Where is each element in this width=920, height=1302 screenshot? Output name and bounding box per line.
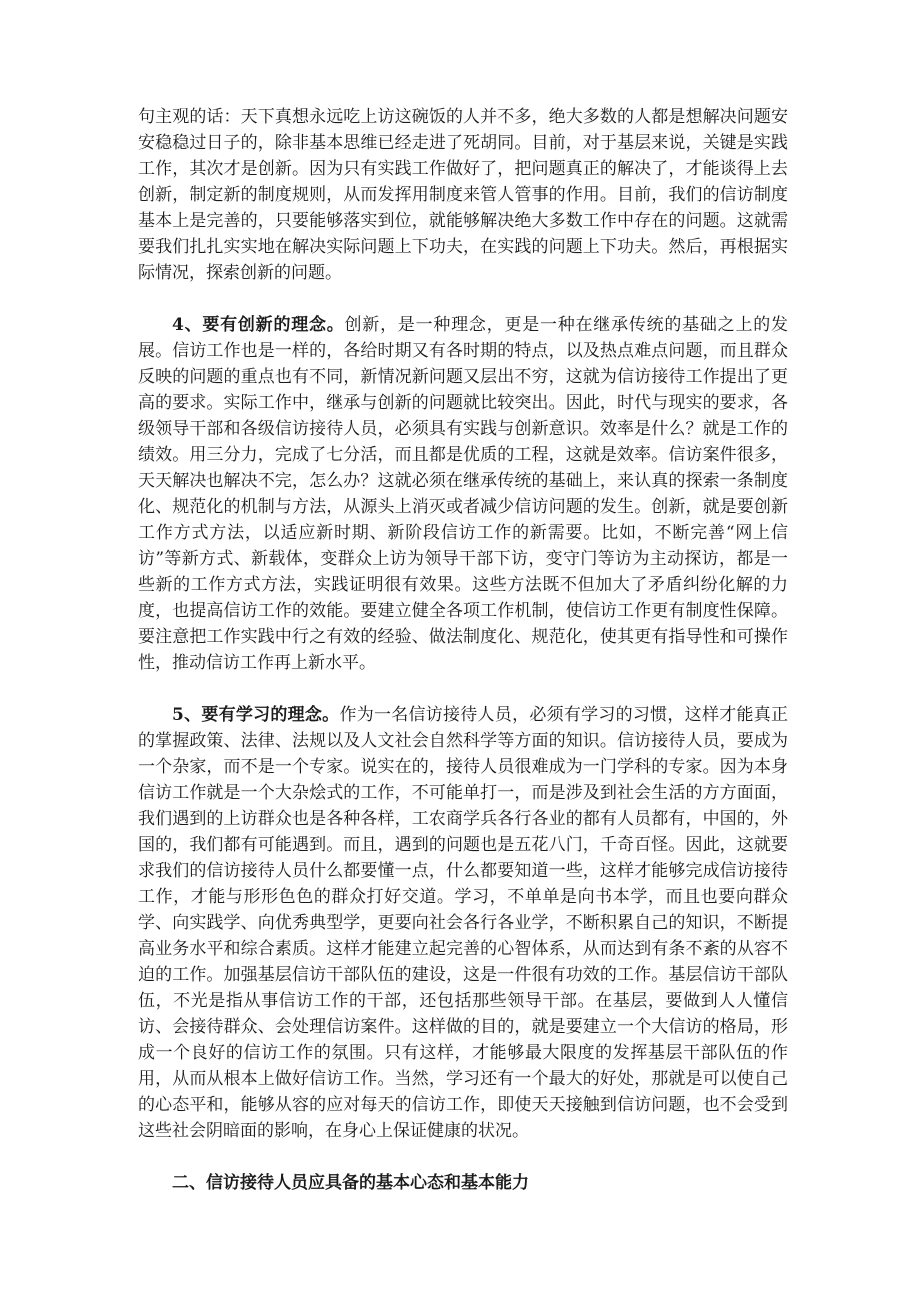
paragraph-body: 句主观的话：天下真想永远吃上访这碗饭的人并不多，绝大多数的人都是想解决问题安安稳稳过日子的，除非基本思维已经走进了死胡同。目前，对于基层来说，关键是实践工作，其次才是创新。因为只有实践工作做好了，把问题真正的解决了，才能谈得上去创新，制定新的制度规则，从而发挥用制度来管人管事的作用。目前，我们的信访制度基本上是完善的，只要能够落实到位，就能够解决绝大多数工作中存在的问题。这就需要我们扎扎实实地在解决实际问题上下功夫，在实践的问题上下功夫。然后，再根据实际情况，探索创新的问题。 — [138, 107, 788, 283]
document-page — [138, 104, 788, 1196]
paragraph-body: 创新，是一种理念，更是一种在继承传统的基础之上的发展。信访工作也是一样的，各给时期又有各时期的特点，以及热点难点问题，而且群众反映的问题的重点也有不同，新情况新问题又层出不穷，这就为信访接待工作提出了更高的要求。实际工作中，继承与创新的问题就比较突出。因此，时代与现实的要求，各级领导干部和各级信访接待人员，必须具有实践与创新意识。效率是什么？就是工作的绩效。用三分力，完成了七分活，而且都是优质的工程，这就是效率。信访案件很多，天天解决也解决不完，怎么办？这就必须在继承传统的基础上，来认真的探索一条制度化、规范化的机制与方法，从源头上消灭或者减少信访问题的发生。创新，就是要创新工作方式方法，以适应新时期、新阶段信访工作的新需要。比如，不断完善“网上信访”等新方式、新载体，变群众上访为领导干部下访，变守门等访为主动探访，都是一些新的工作方式方法，实践证明很有效果。这些方法既不但加大了矛盾纠纷化解的力度，也提高信访工作的效能。要建立健全各项工作机制，使信访工作更有制度性保障。要注意把工作实践中行之有效的经验、做法制度化、规范化，使其更有指导性和可操作性，推动信访工作再上新水平。 — [138, 315, 788, 673]
paragraph-body: 作为一名信访接待人员，必须有学习的习惯，这样才能真正的掌握政策、法律、法规以及人文社会自然科学等方面的知识。信访接待人员，要成为一个杂家，而不是一个专家。说实在的，接待人员很难成为一门学科的专家。因为本身信访工作就是一个大杂烩式的工作，不可能单打一，而是涉及到社会生活的方方面面，我们遇到的上访群众也是各种各样，工农商学兵各行各业的都有人员都有，中国的，外国的，我们都有可能遇到。而且，遇到的问题也是五花八门，千奇百怪。因此，这就要求我们的信访接待人员什么都要懂一点，什么都要知道一些，这样才能够完成信访接待工作，才能与形形色色的群众打好交道。学习，不单单是向书本学，而且也要向群众学、向实践学、向优秀典型学，更要向社会各行各业学，不断积累自己的知识，不断提高业务水平和综合素质。这样才能建立起完善的心智体系，从而达到有条不紊的从容不迫的工作。加强基层信访干部队伍的建设，这是一件很有功效的工作。基层信访干部队伍，不光是指从事信访工作的干部，还包括那些领导干部。在基层，要做到人人懂信访、会接待群众、会处理信访案件。这样做的目的，就是要建立一个大信访的格局，形成一个良好的信访工作的氛围。只有这样，才能够最大限度的发挥基层干部队伍的作用，从而从根本上做好信访工作。当然，学习还有一个最大的好处，那就是可以使自己的心态平和，能够从容的应对每天的信访工作，即使天天接触到信访问题，也不会受到这些社会阴暗面的影响，在身心上保证健康的状况。 — [138, 705, 788, 1141]
paragraph-learning — [138, 702, 788, 1144]
paragraph-innovation — [138, 312, 788, 676]
paragraph-continuation — [138, 104, 788, 286]
paragraph-heading: 4、要有创新的理念。 — [172, 315, 345, 335]
paragraph-gap — [138, 1144, 788, 1170]
paragraph-gap — [138, 286, 788, 312]
paragraph-gap — [138, 676, 788, 702]
section-heading: 二、信访接待人员应具备的基本心态和基本能力 — [172, 1173, 529, 1193]
paragraph-heading: 5、要有学习的理念。 — [172, 705, 340, 725]
